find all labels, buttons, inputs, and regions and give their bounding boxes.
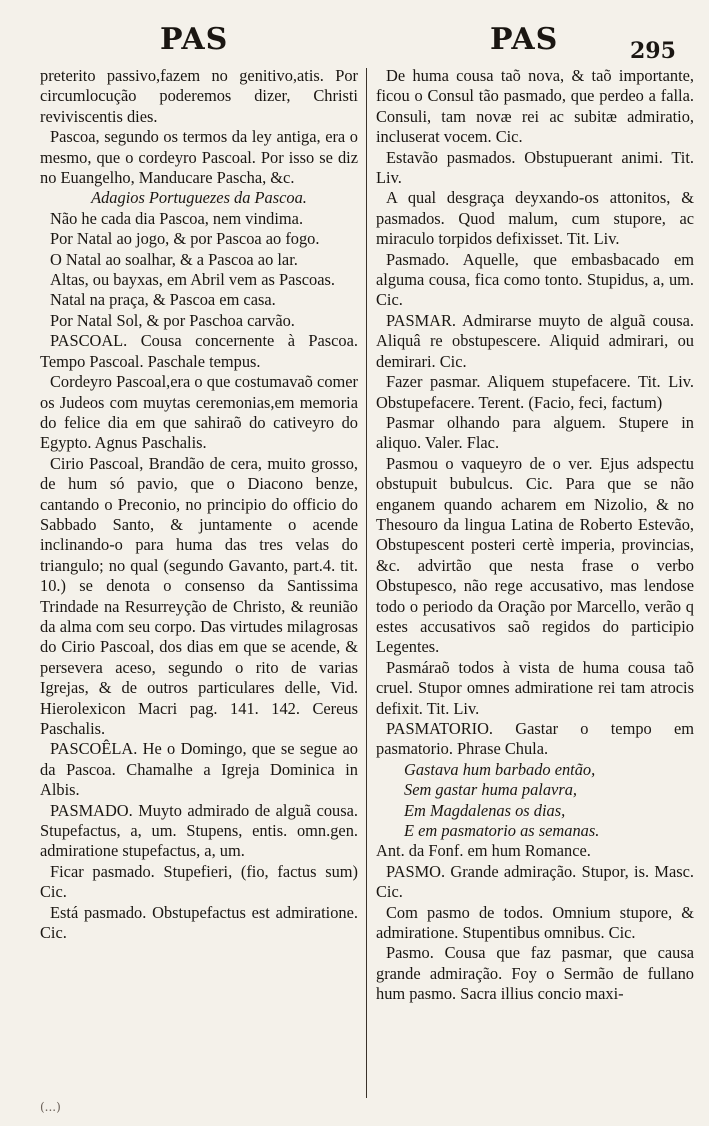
headword-entry: PASCOAL. Cousa concernente à Pascoa. Tempo Pascoal. Paschale tempus. [40, 331, 358, 371]
proverb-line: Por Natal ao jogo, & por Pascoa ao fogo. [50, 229, 320, 249]
headword-entry: PASMO. Grande admiração. Stupor, is. Masc. Cic. [376, 861, 694, 902]
entry-paragraph: Estavão pasmados. Obstupuerant animi. Tit. Liv. [376, 147, 694, 188]
entry-paragraph: Cirio Pascoal, Brandão de cera, muito grosso, de hum só pavio, que o Diacono benze, cantando o Preconio, no principio do officio do Sabbado Santo, & juntamente o acende inclinando-o para huma das tres velas do triangulo; no qual (segundo Gavanto, part.4. tit. 10.) se denota o consenso da Santissima Trindade na Resurreyção de Christo, & reunião da alma com seu corpo. Das virtudes milagrosas do Cirio Pascoal, dos dias em que se acende, & persevera aceso, segundo o rito de varias Igrejas, & de outros particulares delle, Vid. Hierolexicon Macri pag. 141. 142. Cereus Paschalis. [40, 453, 358, 738]
entry-paragraph: A qual desgraça deyxando-os attonitos, & pasmados. Quod malum, cum stupore, ac miraculo torpidos defixisset. Tit. Liv. [376, 188, 694, 249]
running-head-right: PAS [490, 22, 559, 57]
headword-entry: PASCOÊLA. He o Domingo, que se segue ao da Pascoa. Chamalhe a Igreja Dominica in Albis. [40, 739, 358, 800]
verse-line: Gastava hum barbado então, [404, 759, 596, 779]
entry-paragraph: Ficar pasmado. Stupefieri, (fio, factus sum) Cic. [40, 861, 358, 902]
entry-paragraph: Pascoa, segundo os termos da ley antiga, era o mesmo, que o cordeyro Pascoal. Por isso se diz no Euangelho, Manducare Pascha, &c. [40, 127, 358, 188]
entry-paragraph: preterito passivo,fazem no genitivo,atis. Por circumlocução poderemos dizer, Christi reviviscentis dies. [40, 66, 358, 126]
verse-line: Sem gastar huma palavra, [404, 780, 578, 800]
entry-paragraph: Pasmou o vaqueyro de o ver. Ejus adspectu obstupuit bubulcus. Cic. Para que se não enganem quando acharem em Nizolio, & no Thesouro da lingua Latina de Roberto Estevão, Obstupescent posteri certè imperia, provincias, &c. advirtão que nesta frase o verbo Obstupesco, não rege accusativo, mas lendose todo o periodo da Oração por Marcello, verão q estes accusativos saõ regidos do participio Legentes. [376, 453, 694, 657]
proverb-line: Natal na praça, & Pascoa em casa. [50, 290, 276, 310]
left-column [40, 66, 358, 943]
entry-paragraph: De huma cousa taõ nova, & taõ importante, ficou o Consul tão pasmado, que perdeo a falla. Consuli, tam novæ rei ac subitæ admiratio, incluserat vocem. Cic. [376, 66, 694, 147]
entry-paragraph: Fazer pasmar. Aliquem stupefacere. Tit. Liv. Obstupefacere. Terent. (Facio, feci, factum) [376, 372, 694, 412]
right-column [376, 66, 694, 1005]
entry-paragraph: Está pasmado. Obstupefactus est admiratione. Cic. [40, 902, 358, 943]
verse-line: Em Magdalenas os dias, [404, 800, 566, 820]
entry-paragraph: Cordeyro Pascoal,era o que costumavaõ comer os Judeos com muytas ceremonias,em memoria do felice dia em que sahiraõ do cativeyro do Egypto. Agnus Paschalis. [40, 372, 358, 453]
column-divider [366, 68, 367, 1098]
entry-paragraph: Pasmáraõ todos à vista de huma cousa taõ cruel. Stupor omnes admiratione rei tam atrocis defixit. Tit. Liv. [376, 657, 694, 718]
proverb-line: Por Natal Sol, & por Paschoa carvão. [50, 310, 295, 330]
page-number: 295 [630, 38, 676, 64]
footer-mark: (...) [40, 1100, 61, 1114]
headword-entry: PASMAR. Admirarse muyto de alguã cousa. Aliquâ re obstupescere. Aliquid admirari, ou demirari. Cic. [376, 310, 694, 371]
proverb-line: Altas, ou bayxas, em Abril vem as Pascoas. [50, 270, 335, 290]
proverb-line: O Natal ao soalhar, & a Pascoa ao lar. [50, 249, 298, 269]
verse-line: E em pasmatorio as semanas. [404, 821, 600, 841]
running-head-left: PAS [160, 22, 229, 57]
headword-entry: PASMADO. Muyto admirado de alguã cousa. Stupefactus, a, um. Stupens, entis. omn.gen. admiratione stupefactus, a, um. [40, 800, 358, 861]
proverb-line: Não he cada dia Pascoa, nem vindima. [50, 208, 304, 228]
entry-paragraph: Pasmar olhando para alguem. Stupere in aliquo. Valer. Flac. [376, 412, 694, 453]
headword-entry: PASMATORIO. Gastar o tempo em pasmatorio. Phrase Chula. [376, 719, 694, 759]
section-subheading: Adagios Portuguezes da Pascoa. [91, 188, 307, 208]
entry-paragraph: Com pasmo de todos. Omnium stupore, & admiratione. Stupentibus omnibus. Cic. [376, 902, 694, 943]
entry-paragraph: Pasmado. Aquelle, que embasbacado em alguma cousa, fica como tonto. Stupidus, a, um. Cic. [376, 249, 694, 310]
entry-paragraph: Pasmo. Cousa que faz pasmar, que causa grande admiração. Foy o Sermão de fullano hum pasmo. Sacra illius concio maxi- [376, 943, 694, 1004]
citation-line: Ant. da Fonf. em hum Romance. [376, 841, 591, 861]
